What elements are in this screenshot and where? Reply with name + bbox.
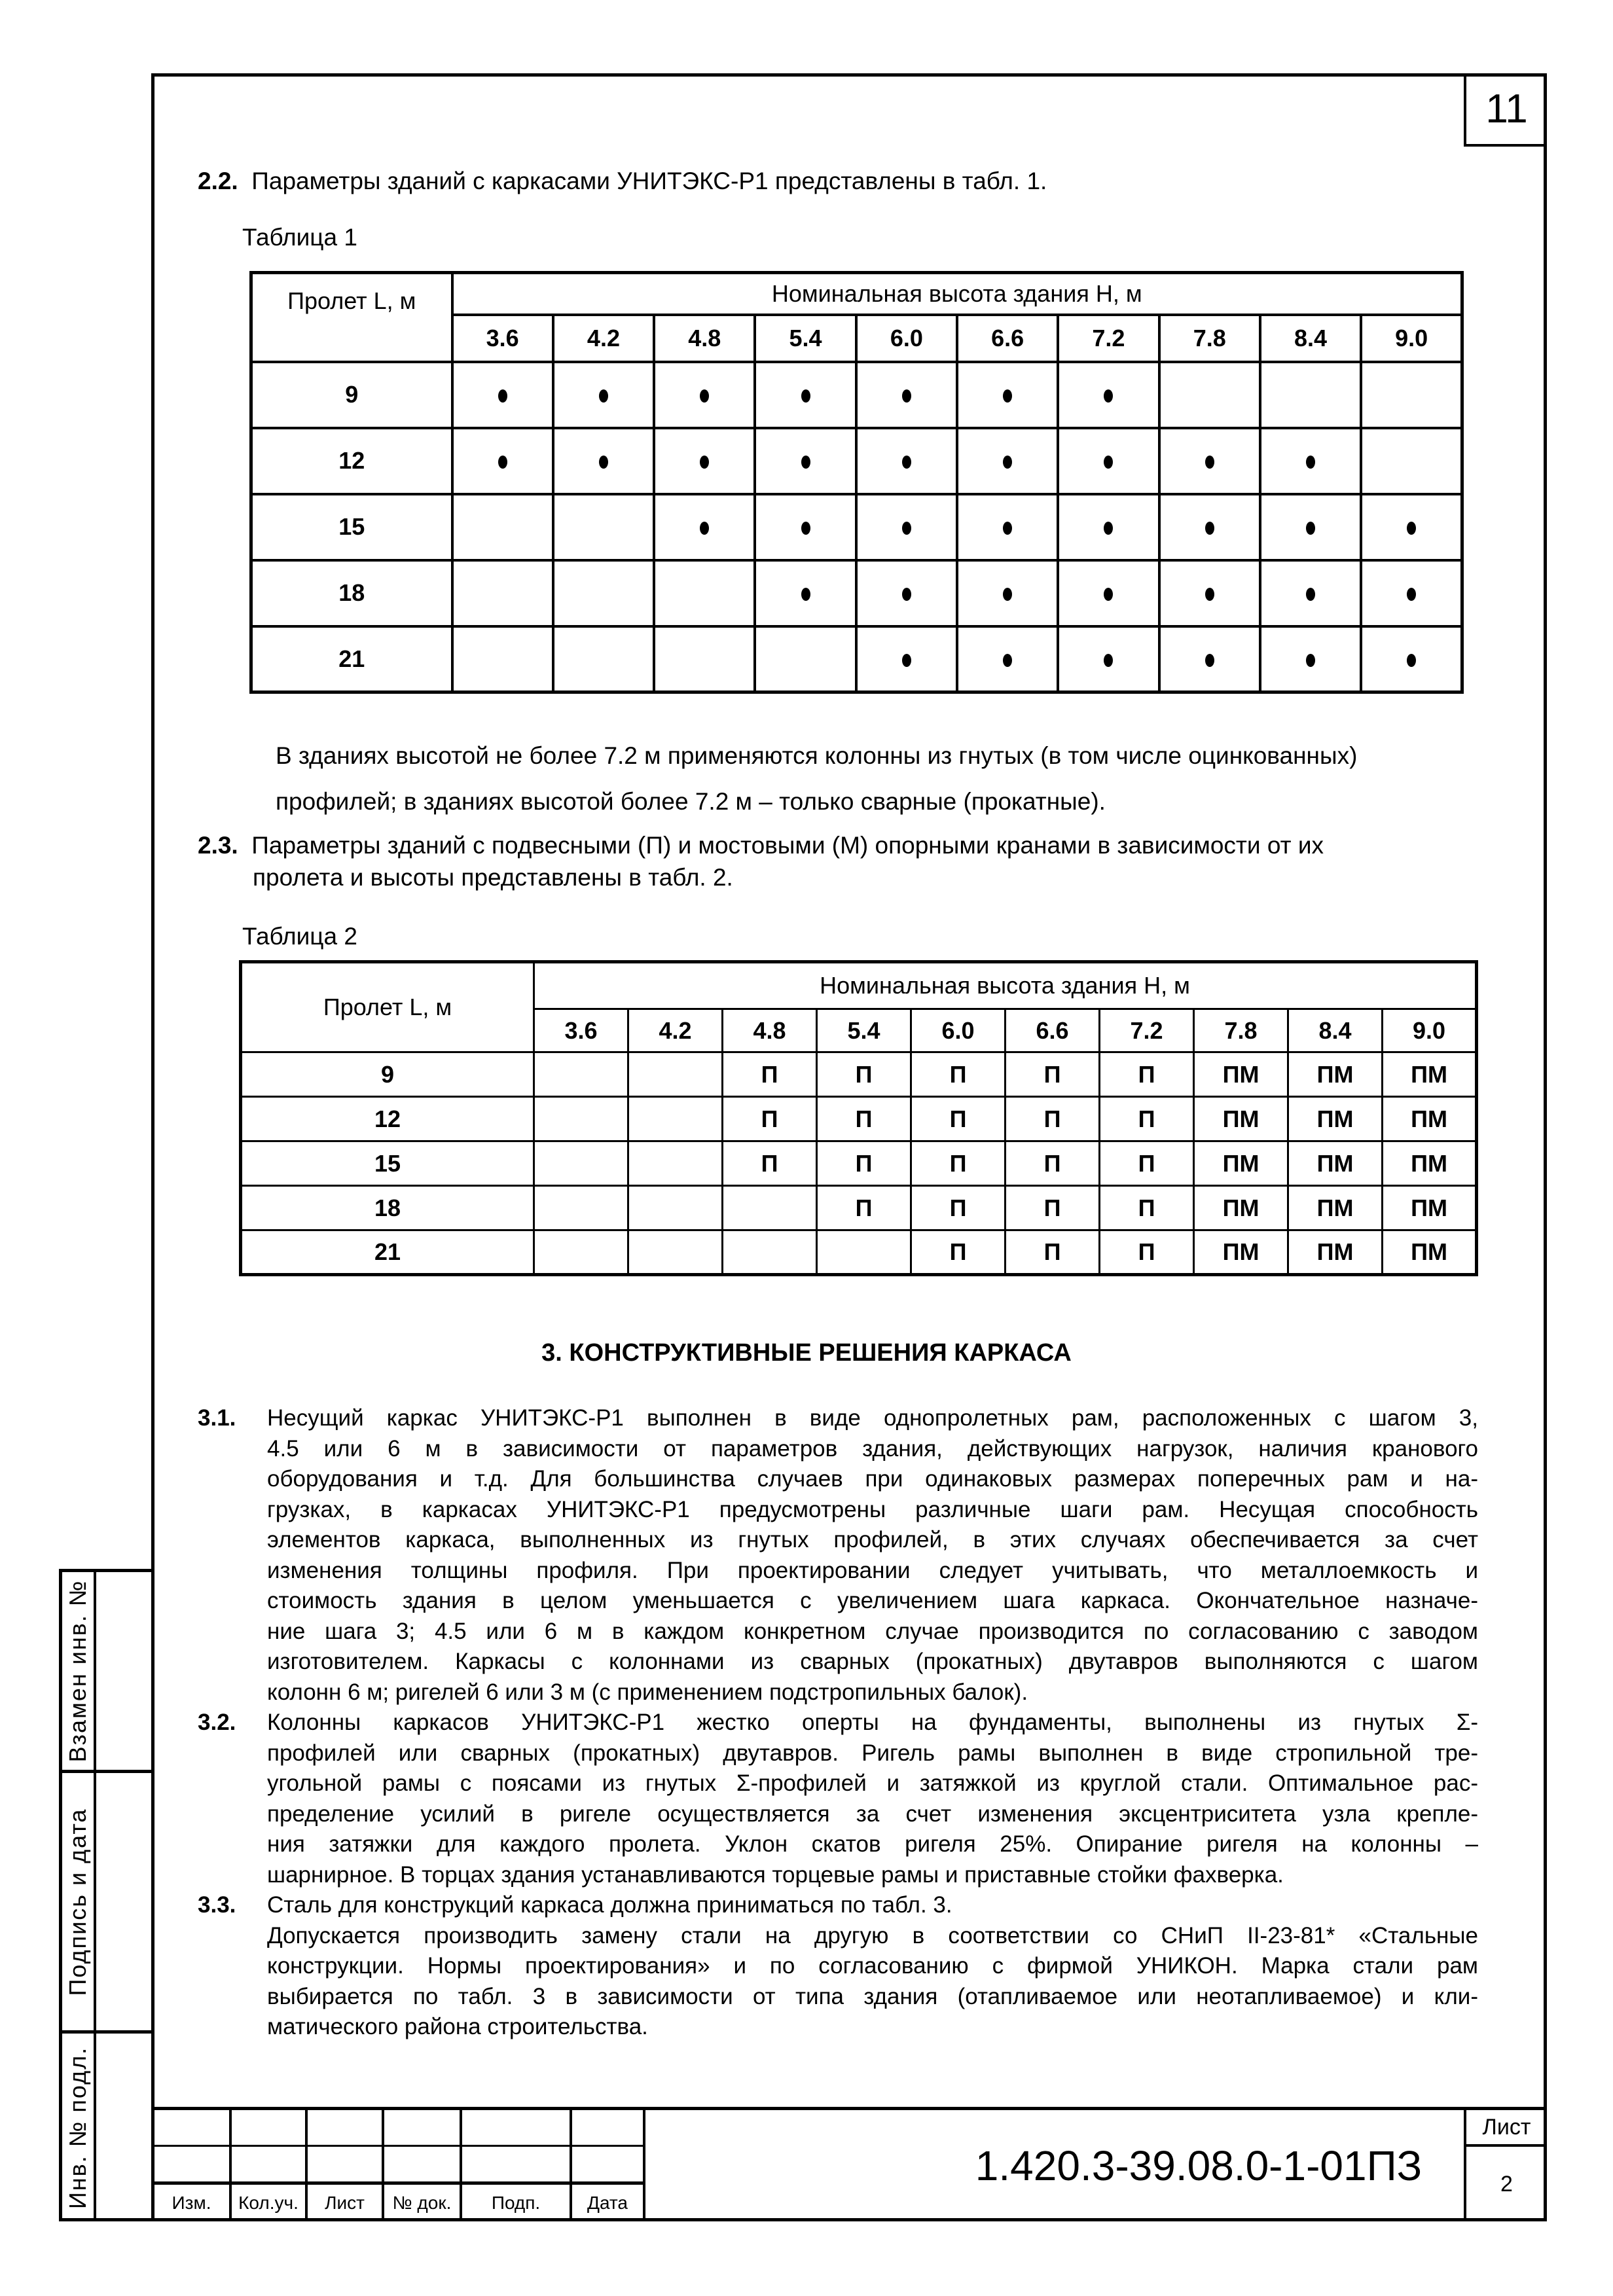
crane-cell <box>628 1097 723 1141</box>
mark-cell <box>654 362 755 428</box>
bullet-icon <box>1407 654 1416 667</box>
bullet-icon <box>902 522 911 535</box>
crane-cell: П <box>817 1097 911 1141</box>
line-text: ние шага 3; 4.5 или 6 м в каждом конкретном случае производится по согласованию с заводом <box>267 1618 1478 1644</box>
paragraph-line <box>198 1982 1478 2013</box>
revision-cell <box>154 2147 232 2185</box>
crane-cell: П <box>723 1052 817 1097</box>
bullet-icon <box>700 456 709 469</box>
line-text: элементов каркаса, выполненных из гнутых профилей, в этих случаях обеспечивается за счет <box>267 1527 1478 1552</box>
mark-cell <box>1361 362 1462 428</box>
section-2-3 <box>198 832 1324 859</box>
paragraph-line <box>198 1586 1478 1617</box>
paragraph-line <box>198 1556 1478 1587</box>
line-text: матического района строительства. <box>267 2014 648 2039</box>
crane-cell: П <box>1006 1141 1100 1186</box>
crane-cell: ПМ <box>1194 1097 1288 1141</box>
paragraph-line <box>198 1708 1478 1738</box>
crane-cell <box>723 1230 817 1275</box>
crane-cell: П <box>1100 1097 1194 1141</box>
revision-cell <box>308 2110 384 2147</box>
crane-cell: ПМ <box>1194 1052 1288 1097</box>
mark-cell <box>1058 494 1159 560</box>
span-cell: 15 <box>241 1141 534 1186</box>
crane-cell: П <box>1100 1052 1194 1097</box>
bullet-icon <box>1407 588 1416 601</box>
bullet-icon <box>1306 456 1315 469</box>
line-text: угольной рамы с поясами из гнутых Σ-профилей и затяжкой из круглой стали. Оптимальное рас- <box>267 1770 1478 1796</box>
note-line-1: В зданиях высотой не более 7.2 м применяются колонны из гнутых (в том числе оцинкованных) <box>276 742 1358 769</box>
line-text: ния затяжки для каждого пролета. Уклон скатов ригеля 25%. Опирание ригеля на колонны – <box>267 1831 1478 1857</box>
crane-cell: ПМ <box>1288 1186 1383 1230</box>
crane-cell <box>628 1052 723 1097</box>
mark-cell <box>1260 362 1361 428</box>
mark-cell <box>1159 626 1260 692</box>
document-code: 1.420.3-39.08.0-1-01ПЗ <box>975 2142 1423 2189</box>
table-row <box>241 1141 1477 1186</box>
mark-cell <box>1361 428 1462 494</box>
table-row <box>251 560 1462 626</box>
line-text: Допускается производить замену стали на другую в соответствии со СНиП II-23-81* «Стальные <box>267 1922 1478 1948</box>
bullet-icon <box>902 654 911 667</box>
line-text: грузках, в каркасах УНИТЭКС-Р1 предусмотрены различные шаги рам. Несущая способность <box>267 1496 1478 1522</box>
title-col-label: Дата <box>572 2185 645 2221</box>
mark-cell <box>1260 494 1361 560</box>
revision-cell <box>232 2110 308 2147</box>
mark-cell <box>452 494 553 560</box>
mark-cell <box>1361 560 1462 626</box>
table-row <box>251 494 1462 560</box>
mark-cell <box>654 494 755 560</box>
line-text: стоимость здания в целом уменьшается с увеличением шага каркаса. Окончательное назначе- <box>267 1588 1478 1613</box>
crane-cell: П <box>911 1097 1006 1141</box>
crane-cell: ПМ <box>1288 1052 1383 1097</box>
section-2-2 <box>198 168 1047 195</box>
table-row <box>251 428 1462 494</box>
crane-cell: ПМ <box>1383 1141 1477 1186</box>
crane-cell: ПМ <box>1383 1230 1477 1275</box>
mark-cell <box>755 428 856 494</box>
crane-cell <box>817 1230 911 1275</box>
line-text: Несущий каркас УНИТЭКС-Р1 выполнен в виде однопролетных рам, расположенных с шагом 3, <box>267 1405 1478 1431</box>
revision-cell <box>572 2110 645 2147</box>
section-number: 3.1. <box>198 1405 236 1431</box>
crane-cell: ПМ <box>1383 1186 1477 1230</box>
section-3-body <box>198 1403 1478 2043</box>
paragraph-line <box>198 1799 1478 1830</box>
bullet-icon <box>1306 522 1315 535</box>
section-number: 3.3. <box>198 1892 236 1918</box>
line-text: конструкции. Нормы проектирования» и по согласованию с фирмой УНИКОН. Марка стали рам <box>267 1953 1478 1979</box>
height-header: 7.2 <box>1100 1009 1194 1052</box>
mark-cell <box>1159 494 1260 560</box>
paragraph-line <box>198 1434 1478 1465</box>
bullet-icon <box>599 456 608 469</box>
bullet-icon <box>1205 456 1214 469</box>
crane-cell <box>723 1186 817 1230</box>
bullet-icon <box>1104 456 1113 469</box>
mark-cell <box>957 494 1058 560</box>
note-line-2: профилей; в зданиях высотой более 7.2 м – только сварные (прокатные). <box>276 788 1106 815</box>
paragraph-line <box>198 1525 1478 1556</box>
bullet-icon <box>1104 389 1113 403</box>
crane-cell <box>534 1052 628 1097</box>
span-cell: 9 <box>241 1052 534 1097</box>
crane-cell: П <box>911 1052 1006 1097</box>
table-1 <box>249 271 1464 694</box>
height-header: 4.8 <box>654 315 755 362</box>
paragraph-line <box>198 1617 1478 1647</box>
mark-cell <box>553 494 654 560</box>
line-text: оборудования и т.д. Для большинства случаев при одинаковых размерах поперечных рам и на- <box>267 1466 1478 1492</box>
mark-cell <box>1058 626 1159 692</box>
paragraph-line <box>198 1464 1478 1495</box>
mark-cell <box>856 494 957 560</box>
bullet-icon <box>1003 654 1012 667</box>
mark-cell <box>1260 428 1361 494</box>
table-row <box>241 1052 1477 1097</box>
mark-cell <box>856 428 957 494</box>
title-col-label: № док. <box>384 2185 462 2221</box>
mark-cell <box>856 560 957 626</box>
revision-cell <box>308 2147 384 2185</box>
span-cell: 21 <box>241 1230 534 1275</box>
mark-cell <box>1361 626 1462 692</box>
span-cell: 18 <box>251 560 452 626</box>
mark-cell <box>654 560 755 626</box>
revision-cell <box>154 2110 232 2147</box>
crane-cell <box>534 1097 628 1141</box>
crane-cell: П <box>911 1186 1006 1230</box>
height-header: 6.6 <box>1006 1009 1100 1052</box>
col-group-header: Номинальная высота здания H, м <box>452 273 1462 315</box>
span-cell: 9 <box>251 362 452 428</box>
crane-cell: П <box>911 1141 1006 1186</box>
bullet-icon <box>1003 522 1012 535</box>
title-col-label: Лист <box>308 2185 384 2221</box>
crane-cell: П <box>817 1186 911 1230</box>
line-text: 4.5 или 6 м в зависимости от параметров здания, действующих нагрузок, наличия кранового <box>267 1435 1478 1462</box>
line-text: шарнирное. В торцах здания устанавливаются торцевые рамы и приставные стойки фахверка. <box>267 1861 1284 1888</box>
line-text: Сталь для конструкций каркаса должна приниматься по табл. 3. <box>267 1892 952 1918</box>
title-col-label: Подп. <box>462 2185 572 2221</box>
section-number: 2.3. <box>198 832 238 859</box>
crane-cell <box>628 1141 723 1186</box>
sheet-label: Лист <box>1464 2110 1547 2147</box>
table-2 <box>239 960 1478 1276</box>
paragraph-line <box>198 1951 1478 1982</box>
height-header: 9.0 <box>1383 1009 1477 1052</box>
mark-cell <box>1260 560 1361 626</box>
crane-cell: П <box>723 1141 817 1186</box>
bullet-icon <box>801 588 810 601</box>
crane-cell: П <box>911 1230 1006 1275</box>
crane-cell <box>534 1230 628 1275</box>
bullet-icon <box>1003 588 1012 601</box>
paragraph-line <box>198 1860 1478 1891</box>
bullet-icon <box>599 389 608 403</box>
paragraph-line <box>198 1677 1478 1708</box>
crane-cell: ПМ <box>1383 1097 1477 1141</box>
bullet-icon <box>1104 522 1113 535</box>
mark-cell <box>856 626 957 692</box>
revision-cell <box>384 2110 462 2147</box>
mark-cell <box>755 560 856 626</box>
paragraph-line <box>198 1495 1478 1526</box>
span-cell: 12 <box>251 428 452 494</box>
bullet-icon <box>498 389 507 403</box>
mark-cell <box>452 560 553 626</box>
revision-cell <box>462 2110 572 2147</box>
bullet-icon <box>902 588 911 601</box>
height-header: 8.4 <box>1288 1009 1383 1052</box>
crane-cell: П <box>1100 1141 1194 1186</box>
crane-cell: ПМ <box>1194 1230 1288 1275</box>
crane-cell: ПМ <box>1288 1230 1383 1275</box>
section-3-heading: 3. КОНСТРУКТИВНЫЕ РЕШЕНИЯ КАРКАСА <box>541 1339 1072 1367</box>
height-header: 9.0 <box>1361 315 1462 362</box>
paragraph-line <box>198 1647 1478 1677</box>
mark-cell <box>1058 362 1159 428</box>
mark-cell <box>654 626 755 692</box>
span-cell: 18 <box>241 1186 534 1230</box>
strip-label-signature-date: Подпись и дата <box>64 1808 91 1996</box>
line-text: профилей или сварных (прокатных) двутавров. Ригель рамы выполнен в виде стропильной тре- <box>267 1740 1478 1766</box>
height-header: 8.4 <box>1260 315 1361 362</box>
crane-cell: П <box>817 1141 911 1186</box>
mark-cell <box>1159 362 1260 428</box>
mark-cell <box>957 428 1058 494</box>
bullet-icon <box>801 389 810 403</box>
crane-cell: П <box>1006 1097 1100 1141</box>
bullet-icon <box>700 389 709 403</box>
span-cell: 15 <box>251 494 452 560</box>
span-cell: 21 <box>251 626 452 692</box>
paragraph-line <box>198 1829 1478 1860</box>
table1-caption: Таблица 1 <box>242 224 357 251</box>
crane-cell: П <box>723 1097 817 1141</box>
mark-cell <box>957 362 1058 428</box>
crane-cell: П <box>1100 1186 1194 1230</box>
revision-cell <box>384 2147 462 2185</box>
title-block <box>151 2107 1547 2221</box>
bullet-icon <box>1205 588 1214 601</box>
crane-cell: ПМ <box>1288 1141 1383 1186</box>
height-header: 6.6 <box>957 315 1058 362</box>
crane-cell <box>628 1230 723 1275</box>
height-header: 5.4 <box>755 315 856 362</box>
crane-cell: ПМ <box>1194 1186 1288 1230</box>
line-text: пределение усилий в ригеле осуществляется за счет изменения эксцентриситета узла крепле- <box>267 1801 1478 1827</box>
revision-cell <box>572 2147 645 2185</box>
col-group-header: Номинальная высота здания H, м <box>534 962 1477 1009</box>
mark-cell <box>1159 560 1260 626</box>
height-header: 4.8 <box>723 1009 817 1052</box>
table-row <box>241 1230 1477 1275</box>
strip-cell <box>62 1773 151 2034</box>
height-header: 7.8 <box>1159 315 1260 362</box>
line-text: Колонны каркасов УНИТЭКС-Р1 жестко оперты на фундаменты, выполнены из гнутых Σ- <box>267 1710 1478 1735</box>
bullet-icon <box>1003 389 1012 403</box>
crane-cell: П <box>1006 1230 1100 1275</box>
mark-cell <box>452 428 553 494</box>
crane-cell: ПМ <box>1288 1097 1383 1141</box>
crane-cell: ПМ <box>1383 1052 1477 1097</box>
mark-cell <box>1058 428 1159 494</box>
mark-cell <box>452 626 553 692</box>
bullet-icon <box>700 522 709 535</box>
section-line: Параметры зданий с подвесными (П) и мостовыми (М) опорными кранами в зависимости от их <box>251 832 1324 859</box>
height-header: 3.6 <box>452 315 553 362</box>
bullet-icon <box>801 522 810 535</box>
crane-cell <box>534 1141 628 1186</box>
line-text: изменения толщины профиля. При проектировании следует учитывать, что металлоемкость и <box>267 1557 1478 1583</box>
section-text: Параметры зданий с каркасами УНИТЭКС-Р1 представлены в табл. 1. <box>251 168 1047 194</box>
table-row <box>241 1097 1477 1141</box>
crane-cell <box>534 1186 628 1230</box>
revision-cell <box>462 2147 572 2185</box>
span-cell: 12 <box>241 1097 534 1141</box>
bullet-icon <box>1306 588 1315 601</box>
header-row <box>251 273 1462 315</box>
crane-cell: П <box>1100 1230 1194 1275</box>
line-text: колонн 6 м; ригелей 6 или 3 м (с применением подстропильных балок). <box>267 1679 1028 1705</box>
row-header: Пролет L, м <box>241 962 534 1052</box>
mark-cell <box>1361 494 1462 560</box>
crane-cell: П <box>1006 1186 1100 1230</box>
mark-cell <box>452 362 553 428</box>
mark-cell <box>957 626 1058 692</box>
header-row <box>241 962 1477 1009</box>
title-col-label: Изм. <box>154 2185 232 2221</box>
crane-cell: П <box>1006 1052 1100 1097</box>
mark-cell <box>755 362 856 428</box>
crane-cell: ПМ <box>1194 1141 1288 1186</box>
section-2-3-line-2: пролета и высоты представлены в табл. 2. <box>253 864 733 891</box>
bullet-icon <box>1205 522 1214 535</box>
bullet-icon <box>1306 654 1315 667</box>
crane-cell: П <box>817 1052 911 1097</box>
table-row <box>251 626 1462 692</box>
mark-cell <box>957 560 1058 626</box>
bullet-icon <box>1205 654 1214 667</box>
line-text: выбирается по табл. 3 в зависимости от типа здания (отапливаемое или неотапливаемое) и кли- <box>267 1983 1478 2009</box>
mark-cell <box>755 494 856 560</box>
bullet-icon <box>902 456 911 469</box>
mark-cell <box>1159 428 1260 494</box>
strip-cell <box>62 1572 151 1773</box>
mark-cell <box>553 626 654 692</box>
table2-caption: Таблица 2 <box>242 923 357 950</box>
strip-cell <box>62 2034 151 2221</box>
paragraph-line <box>198 1921 1478 1952</box>
section-number: 3.2. <box>198 1710 236 1735</box>
mark-cell <box>553 560 654 626</box>
height-header: 4.2 <box>628 1009 723 1052</box>
strip-label-inv-original: Инв. № подл. <box>64 2046 91 2209</box>
paragraph-line <box>198 1768 1478 1799</box>
paragraph-line <box>198 1890 1478 1921</box>
bullet-icon <box>902 389 911 403</box>
sheet-number: 2 <box>1464 2147 1547 2221</box>
height-header: 6.0 <box>856 315 957 362</box>
height-header: 4.2 <box>553 315 654 362</box>
title-col-label: Кол.уч. <box>232 2185 308 2221</box>
bullet-icon <box>1104 654 1113 667</box>
table-row <box>251 362 1462 428</box>
mark-cell <box>856 362 957 428</box>
bullet-icon <box>1407 522 1416 535</box>
page-number: 11 <box>1464 73 1547 147</box>
bullet-icon <box>801 456 810 469</box>
table-row <box>241 1186 1477 1230</box>
bullet-icon <box>1003 456 1012 469</box>
height-header: 3.6 <box>534 1009 628 1052</box>
mark-cell <box>1260 626 1361 692</box>
height-header: 7.8 <box>1194 1009 1288 1052</box>
revision-cell <box>232 2147 308 2185</box>
bullet-icon <box>498 456 507 469</box>
mark-cell <box>1058 560 1159 626</box>
mark-cell <box>553 428 654 494</box>
side-strip <box>59 1569 151 2221</box>
crane-cell <box>628 1186 723 1230</box>
section-number: 2.2. <box>198 168 238 194</box>
bullet-icon <box>1104 588 1113 601</box>
height-header: 6.0 <box>911 1009 1006 1052</box>
paragraph-line <box>198 1738 1478 1769</box>
strip-label-replace-inv: Взамен инв. № <box>64 1579 91 1763</box>
row-header: Пролет L, м <box>251 273 452 362</box>
mark-cell <box>654 428 755 494</box>
height-header: 5.4 <box>817 1009 911 1052</box>
paragraph-line <box>198 2012 1478 2043</box>
paragraph-line <box>198 1403 1478 1434</box>
line-text: изготовителем. Каркасы с колоннами из сварных (прокатных) двутавров выполняются с шагом <box>267 1649 1478 1674</box>
mark-cell <box>553 362 654 428</box>
height-header: 7.2 <box>1058 315 1159 362</box>
mark-cell <box>755 626 856 692</box>
